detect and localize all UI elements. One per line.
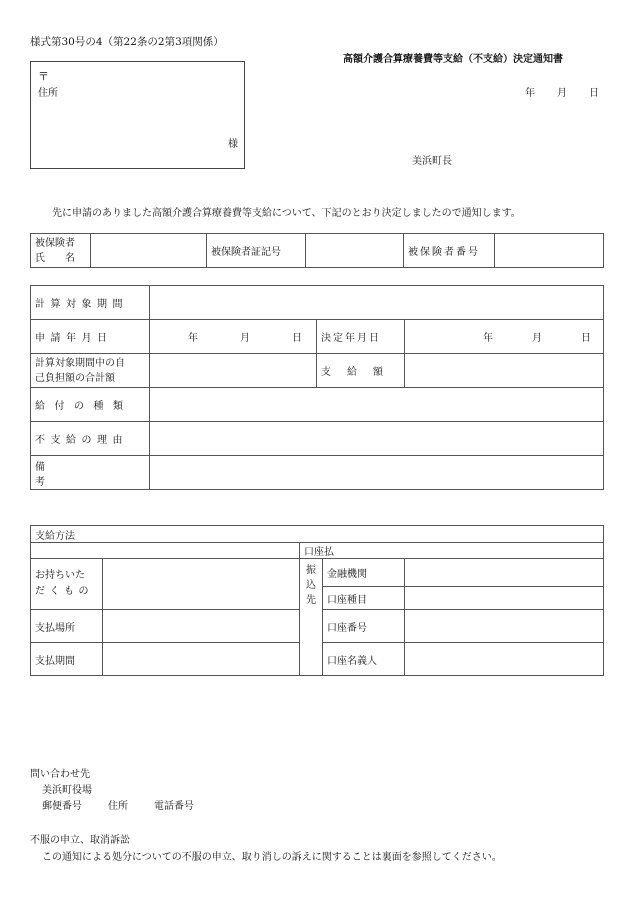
honorific: 様 [228,139,238,150]
payment-place-label: 支払場所 [31,610,103,643]
insured-name-label: 被保険者 氏 名 [31,234,91,268]
payment-period-value [103,643,300,676]
account-holder-value [405,643,604,676]
payment-method-table [30,525,604,676]
date-month: 月 [557,88,567,99]
bank-label: 金融機関 [323,559,405,587]
account-number-value [405,610,604,643]
payment-amount-label: 支給額 [317,354,405,388]
remarks-value [150,456,604,490]
appeal-text: この通知による処分についての不服の申立、取り消しの訴えに関することは裏面を参照してください。 [42,852,502,863]
contact-office: 美浜町役場 [42,785,92,796]
benefit-type-value [150,388,604,422]
transfer-dest-label: 振 込 先 [300,559,323,676]
insured-table [30,233,604,268]
account-type-value [405,587,604,610]
period-label: 計算対象期間 [31,286,150,320]
self-pay-value [150,354,317,388]
date-day: 日 [589,88,599,99]
document-title: 高額介護合算療養費等支給（不支給）決定通知書 [343,54,563,65]
decision-date-value: 年 月 日 [405,320,604,354]
bank-value [405,559,604,587]
intro-text: 先に申請のありました高額介護合算療養費等支給について、下記のとおり決定しましたので通知します。 [52,208,521,219]
contact-heading: 問い合わせ先 [30,769,90,780]
payment-period-label: 支払期間 [31,643,103,676]
form-number: 様式第30号の4（第22条の2第3項関係） [30,36,224,48]
payment-place-value [103,610,300,643]
contact-address: 住所 [108,801,128,812]
decision-table [30,285,604,490]
postal-mark: 〒 [38,70,49,83]
address-box [30,61,245,169]
account-holder-label: 口座名義人 [323,643,405,676]
insured-number-label: 被保険者番号 [404,234,495,268]
payment-amount-value [405,354,604,388]
issuer: 美浜町長 [412,156,452,167]
insured-name-value [91,234,207,268]
card-symbol-value [306,234,404,268]
address-label: 住所 [38,88,58,99]
application-date-label: 申請年月日 [31,320,150,354]
decision-date-label: 決定年月日 [317,320,405,354]
non-payment-reason-label: 不支給の理由 [31,422,150,456]
benefit-type-label: 給付の種類 [31,388,150,422]
contact-postal-code: 郵便番号 [42,801,82,812]
payment-method-blank [31,543,300,559]
items-to-bring-value [103,559,300,610]
account-type-label: 口座種目 [323,587,405,610]
period-value [150,286,604,320]
account-transfer-label: 口座払 [300,543,604,559]
card-symbol-label: 被保険者証記号 [207,234,306,268]
remarks-label: 備考 [31,456,150,490]
items-to-bring-label: お持ちいた だくもの [31,559,103,610]
contact-phone: 電話番号 [154,801,194,812]
insured-number-value [495,234,604,268]
application-date-value: 年 月 日 [150,320,317,354]
appeal-heading: 不服の申立、取消訴訟 [30,835,130,846]
self-pay-label: 計算対象期間中の自 己負担額の合計額 [31,354,150,388]
account-number-label: 口座番号 [323,610,405,643]
non-payment-reason-value [150,422,604,456]
date-year: 年 [525,88,535,99]
payment-method-header: 支給方法 [31,526,604,543]
